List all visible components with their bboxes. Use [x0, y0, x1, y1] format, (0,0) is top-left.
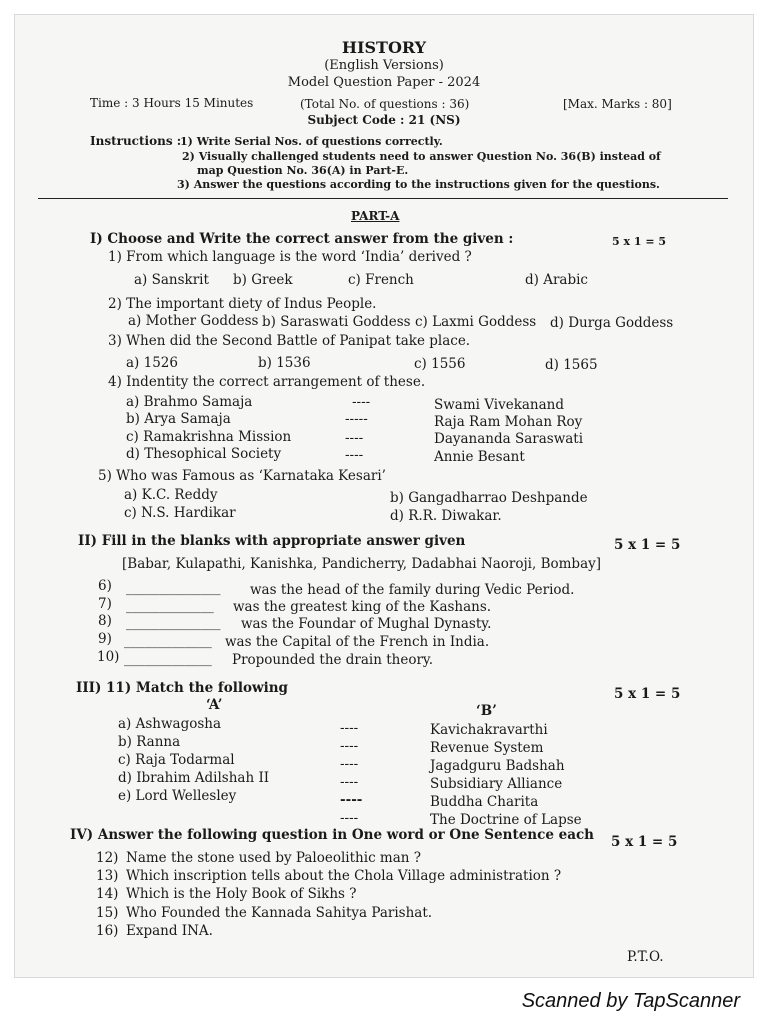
- q5-option-d: d) R.R. Diwakar.: [390, 508, 502, 524]
- q9-num: 9): [98, 631, 112, 647]
- match-dash-2: ----: [340, 738, 359, 754]
- q4-row-c-dash: ----: [345, 430, 364, 446]
- q1-option-c: c) French: [348, 272, 414, 288]
- match-a-2: b) Ranna: [118, 734, 181, 750]
- instructions-label: Instructions :: [90, 134, 182, 148]
- q2-option-b: b) Saraswati Goddess: [262, 314, 411, 330]
- part-a-title: PART-A: [351, 209, 400, 223]
- match-b-1: Kavichakravarthi: [430, 722, 548, 738]
- q3-option-b: b) 1536: [258, 355, 311, 371]
- q12-text: Name the stone used by Paloeolithic man ?: [126, 850, 421, 866]
- match-b-2: Revenue System: [430, 740, 544, 756]
- q10-text: Propounded the drain theory.: [232, 652, 434, 668]
- question-2: 2) The important diety of Indus People.: [108, 296, 377, 312]
- q7-blank: _____________: [126, 598, 214, 614]
- pto-label: P.T.O.: [627, 949, 664, 965]
- q14-num: 14): [96, 886, 119, 902]
- match-a-3: c) Raja Todarmal: [118, 752, 235, 768]
- q1-option-d: d) Arabic: [525, 272, 588, 288]
- version-line: (English Versions): [324, 58, 444, 73]
- column-a-header: ‘A’: [206, 697, 223, 713]
- instruction-3: 3) Answer the questions according to the instructions given for the questions.: [177, 178, 660, 191]
- q4-row-d-right: Annie Besant: [434, 449, 525, 465]
- q15-text: Who Founded the Kannada Sahitya Parishat.: [126, 905, 433, 921]
- scanner-watermark: Scanned by TapScanner: [521, 990, 740, 1012]
- q6-blank: ______________: [126, 580, 221, 596]
- column-b-header: ‘B’: [476, 703, 497, 719]
- q3-option-a: a) 1526: [126, 355, 178, 371]
- q2-option-a: a) Mother Goddess: [128, 313, 259, 329]
- q8-num: 8): [98, 613, 112, 629]
- q4-row-d-dash: ----: [345, 447, 364, 463]
- section-3-marks: 5 x 1 = 5: [614, 686, 681, 702]
- q4-row-a-left: a) Brahmo Samaja: [126, 394, 253, 410]
- match-b-4: Subsidiary Alliance: [430, 776, 563, 792]
- q4-row-c-left: c) Ramakrishna Mission: [126, 429, 292, 445]
- match-dash-3: ----: [340, 756, 359, 772]
- q5-option-a: a) K.C. Reddy: [124, 487, 218, 503]
- time-info: Time : 3 Hours 15 Minutes: [90, 96, 254, 110]
- instruction-2-cont: map Question No. 36(A) in Part-E.: [197, 164, 409, 177]
- section-2-marks: 5 x 1 = 5: [614, 537, 681, 553]
- question-1: 1) From which language is the word ‘India’ derived ?: [108, 249, 472, 265]
- match-b-6: The Doctrine of Lapse: [430, 812, 582, 828]
- section-1-heading: I) Choose and Write the correct answer from the given :: [90, 231, 514, 247]
- q10-num: 10): [97, 649, 120, 665]
- q13-num: 13): [96, 868, 119, 884]
- q1-option-a: a) Sanskrit: [134, 272, 209, 288]
- fill-options: [Babar, Kulapathi, Kanishka, Pandicherry, Dadabhai Naoroji, Bombay]: [122, 556, 602, 572]
- q6-num: 6): [98, 578, 112, 594]
- match-dash-1: ----: [340, 720, 359, 736]
- section-4-heading: IV) Answer the following question in One word or One Sentence each: [70, 827, 594, 843]
- q7-num: 7): [98, 596, 112, 612]
- match-dash-5: ----: [340, 792, 363, 808]
- q16-num: 16): [96, 923, 119, 939]
- q13-text: Which inscription tells about the Chola Village administration ?: [126, 868, 562, 884]
- q8-text: was the Foundar of Mughal Dynasty.: [241, 616, 492, 632]
- q5-option-c: c) N.S. Hardikar: [124, 505, 236, 521]
- instruction-2: 2) Visually challenged students need to answer Question No. 36(B) instead of: [182, 150, 661, 163]
- question-4: 4) Indentity the correct arrangement of these.: [108, 374, 426, 390]
- section-1-marks: 5 x 1 = 5: [612, 235, 667, 248]
- q4-row-b-left: b) Arya Samaja: [126, 411, 231, 427]
- q15-num: 15): [96, 905, 119, 921]
- match-a-5: e) Lord Wellesley: [118, 788, 237, 804]
- q8-blank: ______________: [126, 615, 221, 631]
- subject-title: HISTORY: [341, 38, 427, 57]
- q2-option-c: c) Laxmi Goddess: [415, 314, 537, 330]
- section-2-heading: II) Fill in the blanks with appropriate answer given: [78, 533, 466, 549]
- q1-option-b: b) Greek: [233, 272, 293, 288]
- section-4-marks: 5 x 1 = 5: [611, 834, 678, 850]
- subject-code: Subject Code : 21 (NS): [307, 113, 461, 127]
- q2-option-d: d) Durga Goddess: [550, 315, 674, 331]
- q3-option-d: d) 1565: [545, 357, 598, 373]
- q14-text: Which is the Holy Book of Sikhs ?: [126, 886, 357, 902]
- match-a-4: d) Ibrahim Adilshah II: [118, 770, 270, 786]
- question-5: 5) Who was Famous as ‘Karnataka Kesari’: [98, 468, 386, 484]
- q10-blank: _____________: [124, 651, 212, 667]
- q5-option-b: b) Gangadharrao Deshpande: [390, 490, 588, 506]
- q9-text: was the Capital of the French in India.: [225, 634, 490, 650]
- q4-row-b-right: Raja Ram Mohan Roy: [434, 414, 583, 430]
- q16-text: Expand INA.: [126, 923, 213, 939]
- max-marks: [Max. Marks : 80]: [563, 97, 672, 111]
- match-a-1: a) Ashwagosha: [118, 716, 222, 732]
- match-dash-4: ----: [340, 774, 359, 790]
- q9-blank: _____________: [124, 633, 212, 649]
- header-divider: [38, 198, 728, 199]
- instruction-1: 1) Write Serial Nos. of questions correctly.: [180, 135, 443, 148]
- q4-row-d-left: d) Thesophical Society: [126, 446, 282, 462]
- q4-row-c-right: Dayananda Saraswati: [434, 431, 584, 447]
- paper-line: Model Question Paper - 2024: [287, 75, 481, 90]
- match-b-3: Jagadguru Badshah: [430, 758, 565, 774]
- section-3-heading: III) 11) Match the following: [76, 680, 288, 696]
- total-questions: (Total No. of questions : 36): [300, 97, 470, 111]
- q3-option-c: c) 1556: [414, 356, 466, 372]
- question-3: 3) When did the Second Battle of Panipat take place.: [108, 333, 471, 349]
- q12-num: 12): [96, 850, 119, 866]
- q7-text: was the greatest king of the Kashans.: [233, 599, 492, 615]
- q4-row-b-dash: -----: [345, 411, 368, 427]
- q6-text: was the head of the family during Vedic Period.: [250, 582, 575, 598]
- q4-row-a-dash: ----: [352, 394, 371, 410]
- q4-row-a-right: Swami Vivekanand: [434, 397, 565, 413]
- match-dash-6: ----: [340, 810, 359, 826]
- match-b-5: Buddha Charita: [430, 794, 539, 810]
